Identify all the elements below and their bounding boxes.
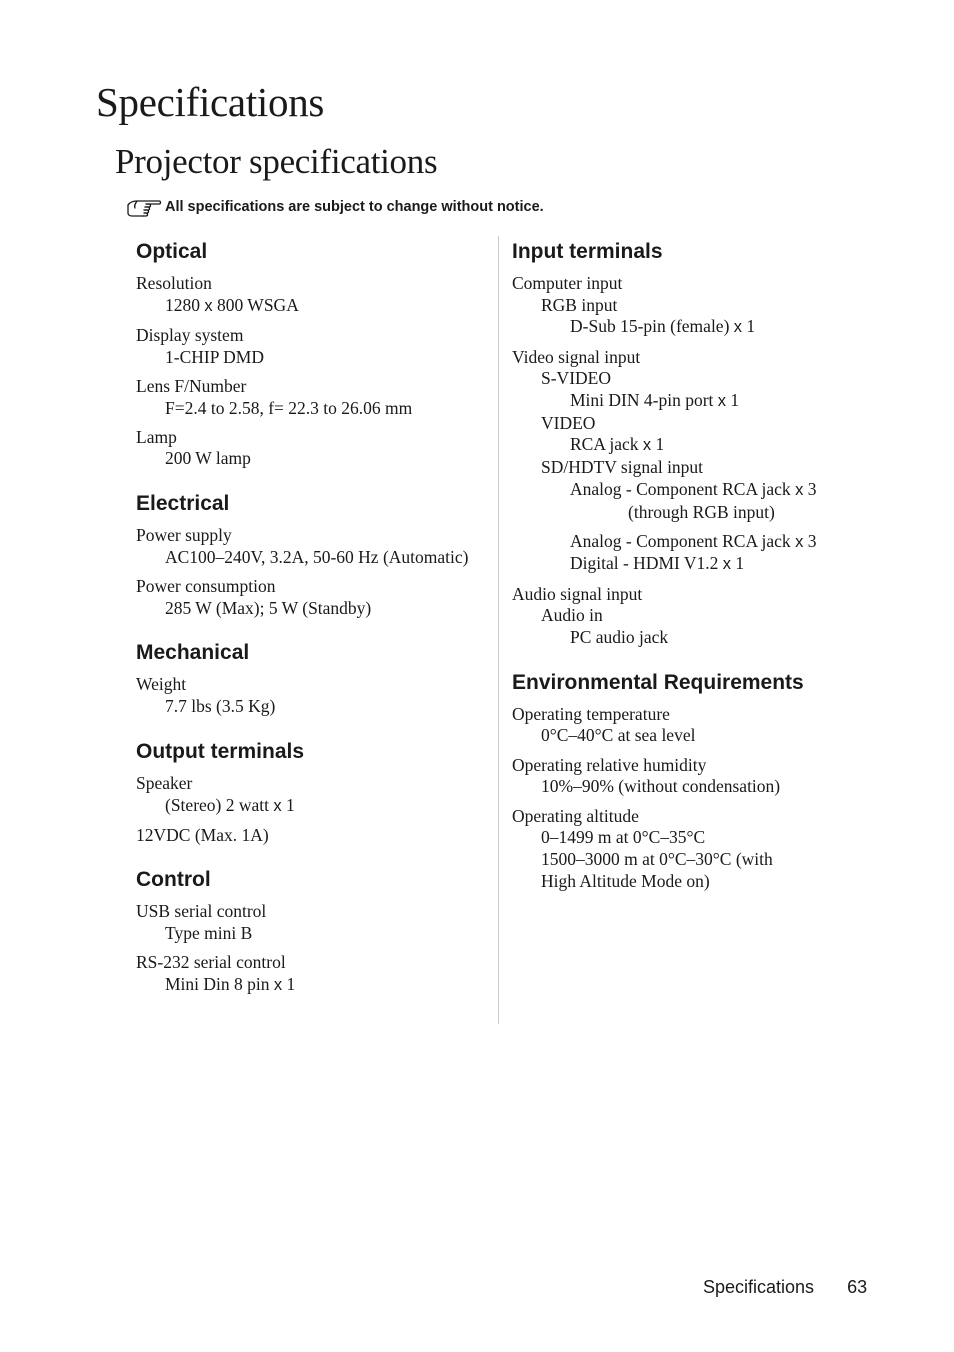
spec-label [136,427,496,449]
spec-text: 1 [726,390,740,411]
note-text: All specifications are subject to change without notice. [165,199,544,215]
spec-text: 3 [803,478,817,499]
times-symbol: x [722,555,732,574]
spec-text: 1 [281,794,295,815]
spec-section-body [512,699,892,893]
spec-section-title: Output terminals [136,739,305,763]
spec-value [136,295,496,318]
times-symbol: x [273,976,283,995]
spec-text: Mini Din 8 pin [165,974,274,995]
spec-section-body [136,268,496,470]
spec-text: 1500–3000 m at 0°C–30°C (with [541,848,773,869]
spec-label [136,325,496,347]
spec-value [512,390,892,413]
spec-section-body [512,268,892,649]
spec-text: 1 [742,316,756,337]
times-symbol: x [733,318,743,337]
spec-value [136,398,496,420]
note [126,196,544,218]
spec-text: 200 W lamp [165,448,251,469]
spacer [512,523,892,531]
spec-label [512,806,892,828]
footer-section: Specifications [703,1277,815,1297]
spec-section-body [136,896,496,996]
spec-label [136,825,496,847]
spec-label [136,525,496,547]
spec-text: RS-232 serial control [136,952,286,973]
spec-value [512,531,892,554]
page-footer [703,1277,867,1298]
spec-text: 800 WSGA [212,294,299,315]
spec-text: Audio signal input [512,583,643,604]
spec-value [136,696,496,718]
times-symbol: x [795,480,804,499]
spec-label [136,273,496,295]
spec-text: Operating temperature [512,703,670,724]
spacer [136,419,496,427]
spec-text: USB serial control [136,901,267,922]
spec-text: Type mini B [165,923,253,944]
pointing-hand-icon [126,196,162,218]
spec-section-body [136,520,496,619]
spec-text: Analog - Component RCA jack [570,478,796,499]
times-symbol: x [642,436,652,455]
spacer [136,945,496,953]
spec-value [136,547,496,569]
spec-value [136,923,496,945]
spec-value [136,448,496,470]
spec-text: Power supply [136,525,232,546]
spec-label [136,674,496,696]
spec-label [136,773,496,795]
spec-section [136,864,496,996]
spacer [512,339,892,347]
spacer [136,817,496,825]
spec-value [512,553,892,576]
spec-text: 7.7 lbs (3.5 Kg) [165,696,276,717]
spec-section-title: Control [136,868,211,892]
spec-section [136,637,496,717]
spec-section [136,736,496,847]
spec-value [512,849,892,871]
spec-section-body [136,768,496,847]
spec-text: 10%–90% (without condensation) [541,776,781,797]
spec-text: Power consumption [136,576,276,597]
spec-value [136,347,496,369]
spec-text: 1-CHIP DMD [165,346,265,367]
spec-value [512,316,892,339]
times-symbol: x [273,796,282,815]
spec-value [512,871,892,893]
spec-text: PC audio jack [570,627,669,648]
spec-value [512,413,892,435]
spec-text: Mini DIN 4-pin port [570,390,718,411]
spec-value [512,725,892,747]
spec-section-title: Mechanical [136,641,250,665]
spec-text: Resolution [136,273,212,293]
spec-text: Lens F/Number [136,375,247,396]
spec-section [136,236,496,470]
spec-text: 285 W (Max); 5 W (Standby) [165,597,372,618]
spec-label [136,952,496,974]
spec-label [512,273,892,295]
spec-label [136,376,496,398]
spec-text: (Stereo) 2 watt [165,794,274,815]
spec-text: SD/HDTV signal input [541,457,704,478]
spacer [512,747,892,755]
spec-text: 12VDC (Max. 1A) [136,824,269,845]
column-divider [498,236,499,1024]
spec-value [512,479,892,502]
spec-label [512,347,892,369]
spec-value [136,974,496,997]
spec-section [136,488,496,619]
spec-text: D-Sub 15-pin (female) [570,316,734,337]
times-symbol: x [795,532,804,551]
spec-value [512,434,892,457]
spec-text: RCA jack [570,434,643,455]
spacer [512,576,892,584]
spec-text: Operating relative humidity [512,754,707,775]
spacer [136,569,496,577]
spec-value [512,627,892,649]
spec-text: Weight [136,674,187,695]
left-column [136,236,496,1015]
spec-text: (through RGB input) [628,501,775,522]
spec-text: Analog - Component RCA jack [570,530,796,551]
spec-text: 1 [651,434,665,455]
spec-value [512,605,892,627]
spec-text: F=2.4 to 2.58, f= 22.3 to 26.06 mm [165,397,413,418]
spacer [512,798,892,806]
spec-text: S-VIDEO [541,368,611,389]
spec-section-title: Input terminals [512,240,663,263]
spec-text: 0–1499 m at 0°C–35°C [541,827,706,848]
spec-label [512,704,892,726]
right-column [512,236,892,910]
spec-text: Lamp [136,426,177,447]
spec-text: High Altitude Mode on) [541,870,710,891]
spec-value [136,598,496,620]
spec-section [512,667,892,893]
spacer [136,368,496,376]
spec-text: Video signal input [512,346,641,367]
page-number: 63 [847,1277,868,1297]
spec-section [512,236,892,649]
spec-value [512,457,892,479]
spec-text: VIDEO [541,412,596,433]
spec-text: 1 [282,974,296,995]
spacer [136,317,496,325]
spec-value [512,368,892,390]
spec-text: Operating altitude [512,805,639,826]
spec-section-body [136,669,496,717]
spec-label [512,584,892,606]
spec-value [512,295,892,317]
spec-value [512,502,892,524]
spec-text: Computer input [512,273,623,293]
spec-text: Digital - HDMI V1.2 [570,553,723,574]
spec-text: RGB input [541,294,618,315]
spec-value [512,827,892,849]
spec-label [136,901,496,923]
times-symbol: x [204,296,213,315]
spec-section-title: Electrical [136,492,230,516]
spec-text: Audio in [541,605,603,626]
spec-label [512,755,892,777]
spec-text: AC100–240V, 3.2A, 50-60 Hz (Automatic) [165,546,469,567]
times-symbol: x [717,392,727,411]
spec-text: 1280 [165,294,205,315]
spec-text: Speaker [136,772,193,793]
spec-text: 3 [803,530,817,551]
spec-value [512,776,892,798]
spec-text: 1 [731,553,745,574]
spec-value [136,795,496,818]
spec-section-title: Optical [136,240,208,263]
spec-text: Display system [136,324,244,345]
spec-section-title: Environmental Requirements [512,670,804,694]
section-title: Projector specifications [115,142,438,181]
page-title: Specifications [96,79,325,125]
spec-text: 0°C–40°C at sea level [541,725,696,746]
spec-label [136,576,496,598]
